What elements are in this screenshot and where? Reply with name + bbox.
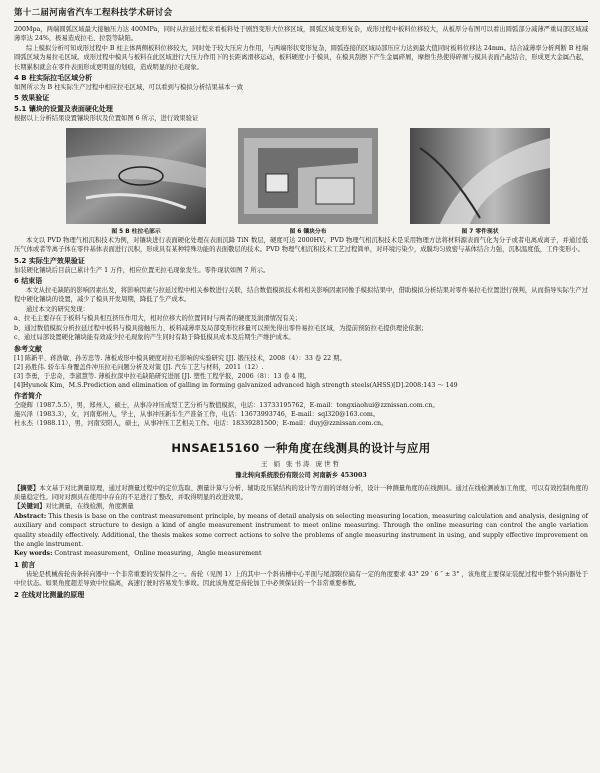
paragraph-contact-pressure: 200Mpa，两端圆弧区域最大接触压力达 400MPa，同时从拉延过程来看板料处于剧烈变形大位移区域，圆弧区域变形复杂，成形过程中板料位移较大，从板厚分布图可以看出圆弧部分减薄严重局部区域减薄率达 24%，极易造成拉毛、拉裂等缺陷。 (14, 26, 588, 43)
heading-intro: 1 前言 (14, 560, 36, 569)
paper-title: HNSAE15160 一种角度在线测具的设计与应用 (171, 440, 431, 455)
paragraph-actual-galling: 如图所示为 B 柱实际生产过程中相应拉毛区域，可以看到与模拟分析结果基本一致 (14, 84, 244, 92)
abstract-cn (14, 484, 588, 503)
reference-item: [1] 陈新平、蒋浩敏、孙芳忠等. 薄板成形中模具硬度对拉毛影响的实验研究 [J]. 锻压技术，2008（4）：33 卷 22 期。 (14, 354, 346, 362)
references-heading: 参考文献 (14, 344, 42, 353)
keywords-cn-text: 对比测量，在线检测，角度测量 (45, 503, 134, 511)
heading-section-5-2: 5.2 实际生产效果验证 (14, 256, 85, 265)
keywords-cn (14, 502, 588, 511)
abstract-en (14, 512, 588, 550)
reference-item: [4]Hyunok Kim，M.S.Prediction and elimination of galling in forming galvanized advanced high strength steels(AHSS)[D].2008:143 ～ 149 (14, 381, 458, 389)
paragraph-findings-intro: 通过本文的研究发现： (26, 305, 89, 313)
abstract-cn-label: 【摘要】 (14, 484, 40, 492)
paper-affiliation: 豫北转向系统股份有限公司 河南新乡 453003 (235, 471, 367, 479)
page (14, 6, 588, 600)
finding-b: b、通过数值模拟分析拉延过程中板料与模具接触压力、板料减薄率及局部变形位移量可以预先得出零件易拉毛区域，为提前预防拉毛提供理论依据； (14, 324, 428, 332)
heading-principle: 2 在线对比测量的原理 (14, 590, 85, 599)
heading-section-5-1: 5.1 镶块的设置及表面硬化处理 (14, 105, 113, 114)
abstract-cn-text: 本文基于对比测量原理，通过对测量过程中的定位选取、测量计算与分析、辅助及压紧结构的设计等方面的详细分析，设计一种测量角度的在线测具。通过在线检测被加工角度，可以有效控制角度的质量稳定性。同时对测具在使用中存在的不足进行了整改，并取得明显的改进效果。 (14, 484, 589, 501)
heading-section-6: 6 结束语 (14, 277, 43, 286)
figure-5-caption: 图 5 B 柱拉毛部示 (111, 228, 161, 235)
figure-row (14, 128, 588, 236)
author-bio: 仝晓辉（1987.5.5），男，郑州人，硕士，从事冷冲压成型工艺分析与数值模拟，电话：13733195762，E-mail：tongxiaohui@zznissan.com.cn。 (14, 401, 439, 409)
paragraph-intro: 齿轮是机械齿轮齿条转向器中一个非常重要的安保件之一。齿轮（见图 1）上的其中一个斜齿槽中心平面与尾部限位扁有一定的角度要求 43° 29 ′ 6 ″ ± 3° ，该角度主要保证装配过程中整个转向器处于中位状态。如果角度超差导致中位偏离，高速行驶时容易发生事故。因此该角度是齿轮加工中必须保证的一个非常重要参数。 (14, 570, 588, 588)
paragraph-simulation-summary: 综上模拟分析可知成形过程中 B 柱主体两侧板料位移较大，同时处于较大压应力作用，与两端形状变形复杂，圆弧连接的区域局部压应力达到最大值同时板料位移达 24mm。结合减薄率分析判断 B 柱端圆弧区域为易拉毛区域。成形过程中模具与板料在此区域进行大压力作用下的长距离滑移运动，板料硬度小于模具，在模具刮擦下产生金属碎屑，摩擦生热使得碎屑与模具表面凸起结合，形成更大金属凸起，长期累积就会在零件表面形成更明显的划痕，造成明显的拉毛现象。 (14, 44, 588, 71)
finding-a: a、拉毛主要存在于板料与模具相互挤压作用大，相对位移大的位置同时与两者的硬度及润滑情况有关； (14, 315, 302, 323)
figure-6 (238, 128, 378, 235)
heading-section-5: 5 效果验证 (14, 94, 50, 103)
reference-item: [3] 李勇，于忠奇，李淑慧等. 薄板拉深中拉毛缺陷研究进展 [J]. 塑性工程学报，2006（8）：13 卷 4 期。 (14, 372, 311, 380)
figure-5 (66, 128, 206, 235)
paragraph-production-result: 加装硬化镶块后目前已累计生产 1 万件，相应位置无拉毛现象发生。零件现状如图 7 所示。 (14, 266, 270, 274)
keywords-cn-label: 【关键词】 (14, 503, 46, 511)
abstract-en-text: This thesis is base on the contrast measurement principle, by means of detail analysis on selecting measuring location, measuring calculation and analysis, designing of auxiliary and compact structure to design a kind of angle measurement instrument to meet online measuring. Through the online measuring can control the angle variation quality steadily effectively. Additional, the thesis makes some correct actions to solve the problems of angle measuring instrument in using, and supply effective improvement on the angle instrument. (14, 512, 588, 548)
paragraph-insert-setup: 根据以上分析结果设置镶块形状及位置如图 6 所示，进行效果验证 (14, 115, 199, 123)
figure-5-photo (66, 128, 206, 224)
figure-7-caption: 图 7 零件现状 (461, 228, 499, 235)
paragraph-conclusion: 本文从拉毛缺陷的影响因素出发，将影响因素与拉延过程中相关参数进行关联，结合数值模拟技术将相关影响因素同像手模拟结果中，借助模拟分析结果对零件易拉毛位置进行预判，从而指导实际生产过程中硬化镶块的设置，减少了模具开发周期，降低了生产成本。 (14, 287, 588, 304)
author-bio: 施兴泽（1983.3），女，河南郑州人，学士，从事冲压新车生产准备工作，电话：13673993746，E-mail：sql320@163.com。 (14, 410, 380, 418)
keywords-en-text: Contrast measurement，Online measuring，Angle measurement (54, 550, 262, 558)
paragraph-pvd: 本文以 PVD 物理气相沉积技术为例，对镶块进行表面硬化处理在表面沉降 TiN 数层，硬度可达 2000HV。PVD 物理气相沉积技术是采用物理方法将材料源表面气化为分子或者电离成离子，并通过低压气体或者等离子体在零件基体表面进行沉积，形成具有某种特殊功能的表面數层的技术。PVD 物理气相沉积技术工艺过程简单，对环境污染少，成膜均匀致密与基体结合力强，沉积温度低，工件变形小。 (14, 236, 588, 254)
figure-7-photo (410, 128, 550, 224)
figure-6-photo (238, 128, 378, 224)
author-bio-heading: 作者简介 (14, 391, 42, 400)
abstract-en-label: Abstract: (14, 512, 47, 520)
paper-authors: 王 娟 张书涛 庞世哲 (260, 459, 342, 468)
author-bio: 杜永杰（1988.11），男，河南安阳人，硕士，从事冲压工艺相关工作。电话：18339281500；E-mail：duyj@zznissan.com.cn。 (14, 419, 388, 427)
figure-7 (410, 128, 550, 235)
running-header: 第十二届河南省汽车工程科技学术研讨会 (14, 6, 588, 22)
heading-section-4: 4 B 柱实际拉毛区域分析 (14, 74, 93, 83)
figure-6-caption: 图 6 镶块分布 (289, 228, 327, 235)
keywords-en-label: Key words: (14, 550, 53, 558)
reference-item: [2] 孙胜伟. 轿车车身覆盖件冲压拉毛问题分析及对策 [J]. 汽车工艺与材料，2011（12）. (14, 363, 264, 371)
references (14, 344, 588, 428)
finding-c: c、通过局部设置硬化镶块能有效减少拉毛现象的产生同时有助于降低模具成本及后期生产维护成本。 (14, 334, 295, 342)
keywords-en (14, 549, 588, 558)
